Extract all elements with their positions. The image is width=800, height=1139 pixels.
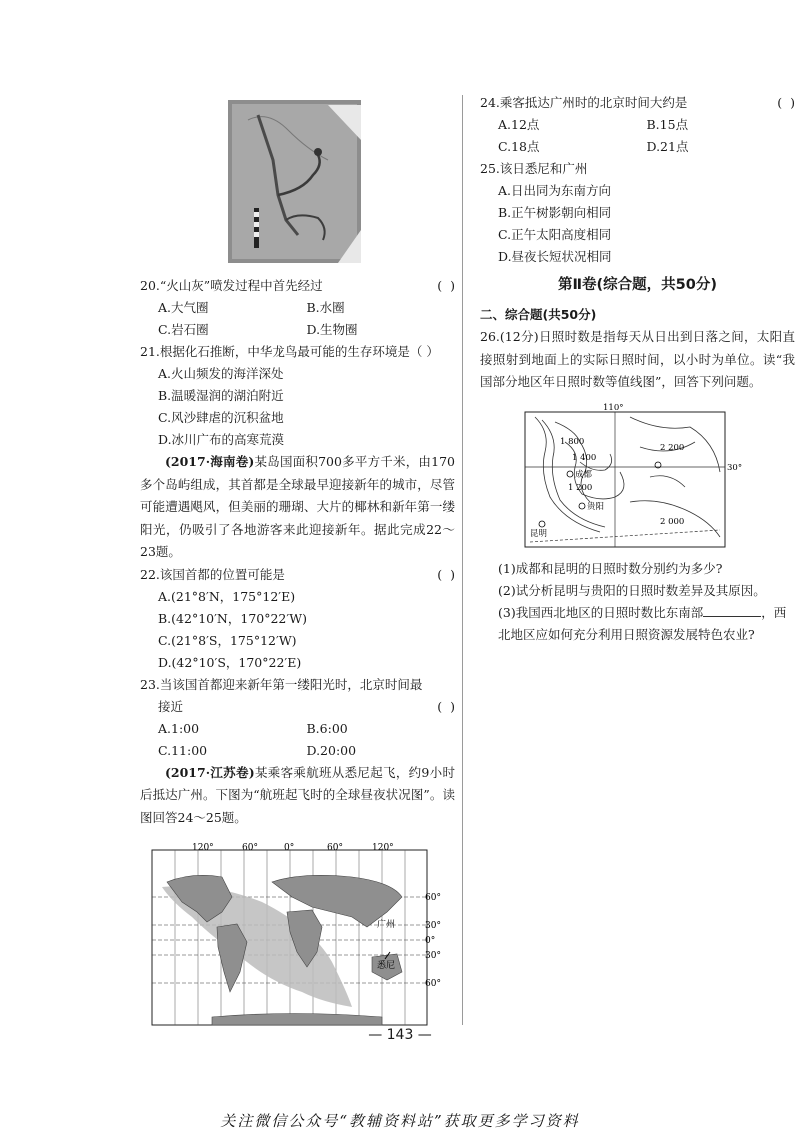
q24-options-row2 xyxy=(480,136,795,158)
contour-lat-30: 30° xyxy=(727,462,743,473)
q20-text: 20.“火山灰”喷发过程中首先经过 xyxy=(140,278,323,293)
q20-option-b[interactable]: B.水圈 xyxy=(306,300,345,315)
q20-option-d[interactable]: D.生物圈 xyxy=(306,322,358,337)
fossil-photo xyxy=(228,100,361,263)
map-lat-label-5: 60° xyxy=(425,979,441,989)
passage-jiangsu-source: (2017·江苏卷) xyxy=(165,764,255,780)
map-lat-label-4: 30° xyxy=(425,951,441,961)
q25-option-d[interactable]: D.昼夜长短状况相同 xyxy=(498,249,612,264)
q21-option-d[interactable]: D.冰川广布的高寒荒漠 xyxy=(158,432,285,447)
q23-answer-bracket[interactable]: ( ) xyxy=(437,698,455,714)
q25-text: 25.该日悉尼和广州 xyxy=(480,161,588,176)
q23-option-d[interactable]: D.20:00 xyxy=(306,742,357,758)
map-lon-label-1: 120° xyxy=(192,843,214,853)
q22-option-a[interactable]: A.(21°8′N，175°12′E) xyxy=(158,588,296,604)
q26-sub1: (1)成都和昆明的日照时数分别约为多少? xyxy=(498,560,723,576)
q23-option-a[interactable]: A.1:00 xyxy=(158,720,200,736)
q24-option-b[interactable]: B.15点 xyxy=(646,117,689,132)
contour-value-2200: 2 200 xyxy=(660,442,685,453)
q25-option-b[interactable]: B.正午树影朝向相同 xyxy=(498,205,612,220)
right-column xyxy=(480,92,795,646)
q23-text-line2: 接近 xyxy=(158,698,184,714)
world-day-night-map xyxy=(152,842,452,1027)
sydney-label: 悉尼 xyxy=(377,961,396,971)
q22-text: 22.该国首都的位置可能是 xyxy=(140,566,285,582)
passage-jiangsu-text: 某乘客乘航班从悉尼起飞，约9小时后抵达广州。下图为“航班起飞时的全球昼夜状况图”。读图回答24～25题。 xyxy=(140,764,455,825)
section-2-subtitle: 二、综合题(共50分) xyxy=(480,307,597,322)
passage-jiangsu xyxy=(140,762,455,830)
contour-lon-110: 110° xyxy=(603,402,624,413)
section-2-title: 第Ⅱ卷(综合题，共50分) xyxy=(558,277,717,293)
q21-text: 21.根据化石推断，中华龙鸟最可能的生存环境是（ ） xyxy=(140,344,439,359)
q25-option-a[interactable]: A.日出同为东南方向 xyxy=(498,183,612,198)
q22-answer-bracket[interactable]: ( ) xyxy=(437,566,455,582)
guiyang-label: 贵阳 xyxy=(587,501,605,512)
q24-option-d[interactable]: D.21点 xyxy=(646,139,689,154)
guangzhou-label: 广州 xyxy=(377,920,396,930)
q20-stem xyxy=(140,275,455,297)
left-column xyxy=(140,100,455,829)
kunming-label: 昆明 xyxy=(530,528,548,539)
q23-text-line1: 23.当该国首都迎来新年第一缕阳光时，北京时间最 xyxy=(140,676,423,692)
map-lon-label-5: 120° xyxy=(372,843,394,853)
map-lat-label-2: 30° xyxy=(425,921,441,931)
q21-option-a[interactable]: A.火山频发的海洋深处 xyxy=(158,366,284,381)
contour-value-1200: 1 200 xyxy=(568,482,593,493)
map-lon-label-2: 60° xyxy=(242,843,258,853)
q23-option-b[interactable]: B.6:00 xyxy=(306,720,348,736)
q26-intro: 26.(12分)日照时数是指每天从日出到日落之间，太阳直接照射到地面上的实际日照时间，以小时为单位。读“我国部分地区年日照时数等值线图”，回答下列问题。 xyxy=(480,329,795,389)
map-lon-label-4: 60° xyxy=(327,843,343,853)
sunshine-contour-map xyxy=(520,402,743,552)
footer-note: 关注微信公众号“教辅资料站”获取更多学习资料 xyxy=(220,1112,580,1130)
q24-answer-bracket[interactable]: ( ) xyxy=(777,95,795,110)
column-divider xyxy=(462,95,463,1025)
chengdu-label: 成都 xyxy=(575,469,593,480)
q24-option-c[interactable]: C.18点 xyxy=(498,139,540,154)
q22-option-d[interactable]: D.(42°10′S，170°22′E) xyxy=(158,654,302,670)
q21-option-b[interactable]: B.温暖湿润的湖泊附近 xyxy=(158,388,284,403)
contour-value-2000: 2 000 xyxy=(660,516,685,527)
map-lat-label-1: 60° xyxy=(425,893,441,903)
q23-stem xyxy=(140,696,455,718)
passage-hainan xyxy=(140,451,455,564)
q23-options-row1 xyxy=(140,718,455,740)
page-number: — 143 — xyxy=(368,1027,432,1043)
q26-sub3-text-b: ，西北地区应如何充分利用日照资源发展特色农业? xyxy=(498,604,787,642)
q22-option-c[interactable]: C.(21°8′S，175°12′W) xyxy=(158,632,297,648)
q20-answer-bracket[interactable]: ( ) xyxy=(437,278,455,293)
contour-value-1400: 1 400 xyxy=(572,452,597,463)
q21-option-c[interactable]: C.风沙肆虐的沉积盆地 xyxy=(158,410,284,425)
contour-value-1800: 1 800 xyxy=(560,436,585,447)
q24-stem xyxy=(480,92,795,114)
q22-option-b[interactable]: B.(42°10′N，170°22′W) xyxy=(158,610,307,626)
q26-sub3-blank[interactable] xyxy=(703,616,761,617)
q22-stem xyxy=(140,564,455,586)
q20-options-row1 xyxy=(140,297,455,319)
q20-option-a[interactable]: A.大气圈 xyxy=(158,300,209,315)
passage-hainan-source: (2017·海南卷) xyxy=(165,454,255,469)
passage-hainan-text: 某岛国面积700多平方千米，由170多个岛屿组成，其首都是全球最早迎接新年的城市，尽管可能遭遇飓风，但美丽的珊瑚、大片的椰林和新年第一缕阳光，仍吸引了各地游客来此迎接新年。据此完成22～23题。 xyxy=(140,454,455,559)
q23-options-row2 xyxy=(140,740,455,762)
q26-sub2: (2)试分析昆明与贵阳的日照时数差异及其原因。 xyxy=(498,582,766,598)
q24-option-a[interactable]: A.12点 xyxy=(498,117,540,132)
map-lat-label-3: 0° xyxy=(425,936,436,946)
q25-option-c[interactable]: C.正午太阳高度相同 xyxy=(498,227,612,242)
q26-sub3-text-a: (3)我国西北地区的日照时数比东南部 xyxy=(498,604,704,620)
q20-option-c[interactable]: C.岩石圈 xyxy=(158,322,209,337)
q23-option-c[interactable]: C.11:00 xyxy=(158,742,208,758)
q24-text: 24.乘客抵达广州时的北京时间大约是 xyxy=(480,95,688,110)
q24-options-row1 xyxy=(480,114,795,136)
q20-options-row2 xyxy=(140,319,455,341)
q26-sub3 xyxy=(480,602,795,646)
map-lon-label-3: 0° xyxy=(284,843,295,853)
